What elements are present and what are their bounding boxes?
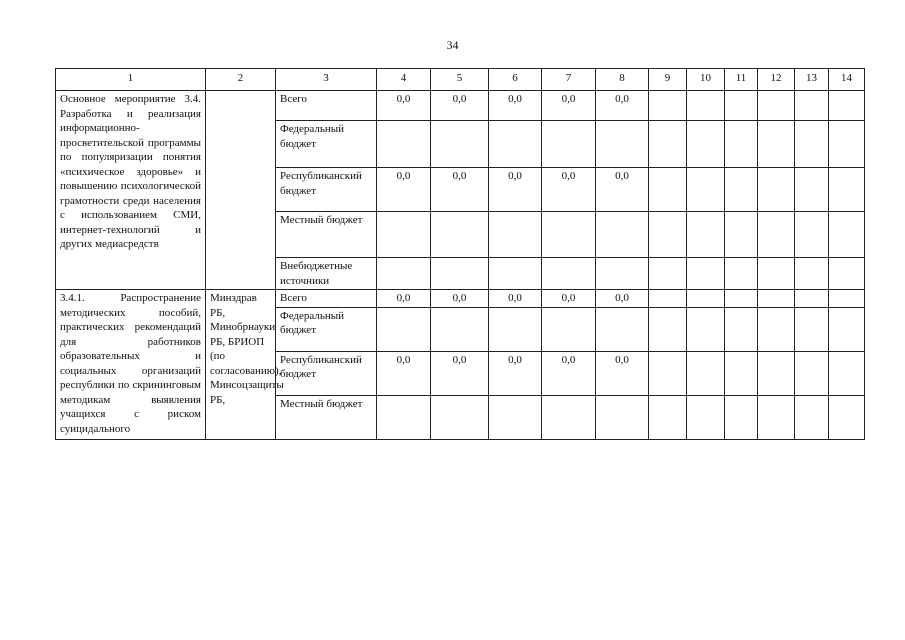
amount-cell — [431, 395, 489, 439]
amount-cell — [377, 307, 431, 351]
page-number: 34 — [446, 38, 459, 52]
empty-cell — [795, 395, 829, 439]
header-cell: 12 — [758, 69, 795, 91]
empty-cell — [829, 91, 865, 121]
amount-cell — [431, 121, 489, 168]
amount-cell: 0,0 — [596, 91, 649, 121]
funding-source: Местный бюджет — [276, 212, 377, 258]
empty-cell — [649, 121, 687, 168]
empty-cell — [758, 395, 795, 439]
empty-cell — [725, 258, 758, 290]
empty-cell — [725, 91, 758, 121]
amount-cell: 0,0 — [489, 290, 542, 308]
header-cell: 3 — [276, 69, 377, 91]
amount-cell — [489, 121, 542, 168]
empty-cell — [649, 91, 687, 121]
empty-cell — [687, 168, 725, 212]
amount-cell: 0,0 — [542, 351, 596, 395]
amount-cell — [377, 258, 431, 290]
funding-source: Федеральный бюджет — [276, 307, 377, 351]
amount-cell — [431, 258, 489, 290]
empty-cell — [829, 212, 865, 258]
table-row — [56, 91, 865, 121]
responsible-executors — [206, 91, 276, 290]
funding-source: Республиканский бюджет — [276, 168, 377, 212]
empty-cell — [725, 351, 758, 395]
amount-cell: 0,0 — [431, 290, 489, 308]
empty-cell — [758, 351, 795, 395]
empty-cell — [829, 395, 865, 439]
amount-cell — [489, 258, 542, 290]
header-cell: 4 — [377, 69, 431, 91]
empty-cell — [687, 290, 725, 308]
amount-cell: 0,0 — [431, 168, 489, 212]
amount-cell — [596, 121, 649, 168]
amount-cell — [377, 395, 431, 439]
funding-source: Республиканский бюджет — [276, 351, 377, 395]
budget-table — [55, 68, 865, 440]
responsible-executors: Минздрав РБ, Минобрнауки РБ, БРИОП (по согласованию), Минсоцзащиты РБ, — [206, 290, 276, 440]
amount-cell: 0,0 — [542, 168, 596, 212]
empty-cell — [758, 91, 795, 121]
amount-cell: 0,0 — [431, 91, 489, 121]
empty-cell — [758, 121, 795, 168]
empty-cell — [649, 290, 687, 308]
amount-cell — [431, 212, 489, 258]
empty-cell — [725, 168, 758, 212]
amount-cell: 0,0 — [542, 290, 596, 308]
funding-source: Федеральный бюджет — [276, 121, 377, 168]
header-cell: 5 — [431, 69, 489, 91]
empty-cell — [649, 395, 687, 439]
empty-cell — [829, 351, 865, 395]
empty-cell — [687, 212, 725, 258]
empty-cell — [687, 121, 725, 168]
empty-cell — [687, 351, 725, 395]
amount-cell — [489, 212, 542, 258]
empty-cell — [758, 168, 795, 212]
empty-cell — [829, 307, 865, 351]
header-row — [56, 69, 865, 91]
amount-cell: 0,0 — [377, 91, 431, 121]
amount-cell — [542, 212, 596, 258]
header-cell: 6 — [489, 69, 542, 91]
empty-cell — [758, 307, 795, 351]
empty-cell — [758, 290, 795, 308]
empty-cell — [687, 258, 725, 290]
empty-cell — [795, 91, 829, 121]
amount-cell — [596, 212, 649, 258]
empty-cell — [758, 258, 795, 290]
empty-cell — [687, 91, 725, 121]
amount-cell: 0,0 — [489, 351, 542, 395]
funding-source: Всего — [276, 290, 377, 308]
empty-cell — [829, 168, 865, 212]
empty-cell — [649, 212, 687, 258]
funding-source: Местный бюджет — [276, 395, 377, 439]
header-cell: 2 — [206, 69, 276, 91]
empty-cell — [725, 290, 758, 308]
header-cell: 1 — [56, 69, 206, 91]
amount-cell: 0,0 — [596, 290, 649, 308]
amount-cell — [596, 307, 649, 351]
empty-cell — [649, 258, 687, 290]
activity-description: 3.4.1. Распространение методических пособий, практических рекомендаций для работников образовательных и социальных организаций республики по скрининговым методикам выявления учащихся с риском суицидального — [56, 290, 206, 440]
amount-cell — [377, 212, 431, 258]
empty-cell — [758, 212, 795, 258]
empty-cell — [649, 307, 687, 351]
header-cell: 11 — [725, 69, 758, 91]
empty-cell — [829, 290, 865, 308]
amount-cell: 0,0 — [596, 351, 649, 395]
header-cell: 13 — [795, 69, 829, 91]
empty-cell — [795, 307, 829, 351]
amount-cell — [489, 395, 542, 439]
activity-description: Основное мероприятие 3.4. Разработка и реализация информационно-просветительской программы по популяризации понятия «психическое здоровье» и повышению психологической грамотности среди населения с использованием СМИ, интернет-технологий и других медиасредств — [56, 91, 206, 290]
amount-cell — [596, 258, 649, 290]
amount-cell: 0,0 — [596, 168, 649, 212]
empty-cell — [829, 121, 865, 168]
empty-cell — [725, 395, 758, 439]
amount-cell — [431, 307, 489, 351]
amount-cell — [542, 121, 596, 168]
empty-cell — [795, 121, 829, 168]
amount-cell — [542, 395, 596, 439]
empty-cell — [687, 307, 725, 351]
empty-cell — [829, 258, 865, 290]
amount-cell: 0,0 — [542, 91, 596, 121]
amount-cell: 0,0 — [377, 351, 431, 395]
empty-cell — [795, 212, 829, 258]
empty-cell — [795, 351, 829, 395]
header-cell: 9 — [649, 69, 687, 91]
header-cell: 10 — [687, 69, 725, 91]
empty-cell — [795, 290, 829, 308]
table-row — [56, 290, 865, 308]
amount-cell: 0,0 — [489, 91, 542, 121]
empty-cell — [725, 121, 758, 168]
amount-cell — [489, 307, 542, 351]
amount-cell: 0,0 — [489, 168, 542, 212]
amount-cell — [542, 307, 596, 351]
funding-source: Всего — [276, 91, 377, 121]
empty-cell — [725, 307, 758, 351]
empty-cell — [725, 212, 758, 258]
header-cell: 7 — [542, 69, 596, 91]
amount-cell: 0,0 — [377, 168, 431, 212]
header-cell: 8 — [596, 69, 649, 91]
empty-cell — [795, 258, 829, 290]
empty-cell — [649, 351, 687, 395]
empty-cell — [649, 168, 687, 212]
funding-source: Внебюджетные источники — [276, 258, 377, 290]
amount-cell — [542, 258, 596, 290]
amount-cell — [596, 395, 649, 439]
empty-cell — [687, 395, 725, 439]
amount-cell: 0,0 — [377, 290, 431, 308]
header-cell: 14 — [829, 69, 865, 91]
empty-cell — [795, 168, 829, 212]
amount-cell — [377, 121, 431, 168]
amount-cell: 0,0 — [431, 351, 489, 395]
